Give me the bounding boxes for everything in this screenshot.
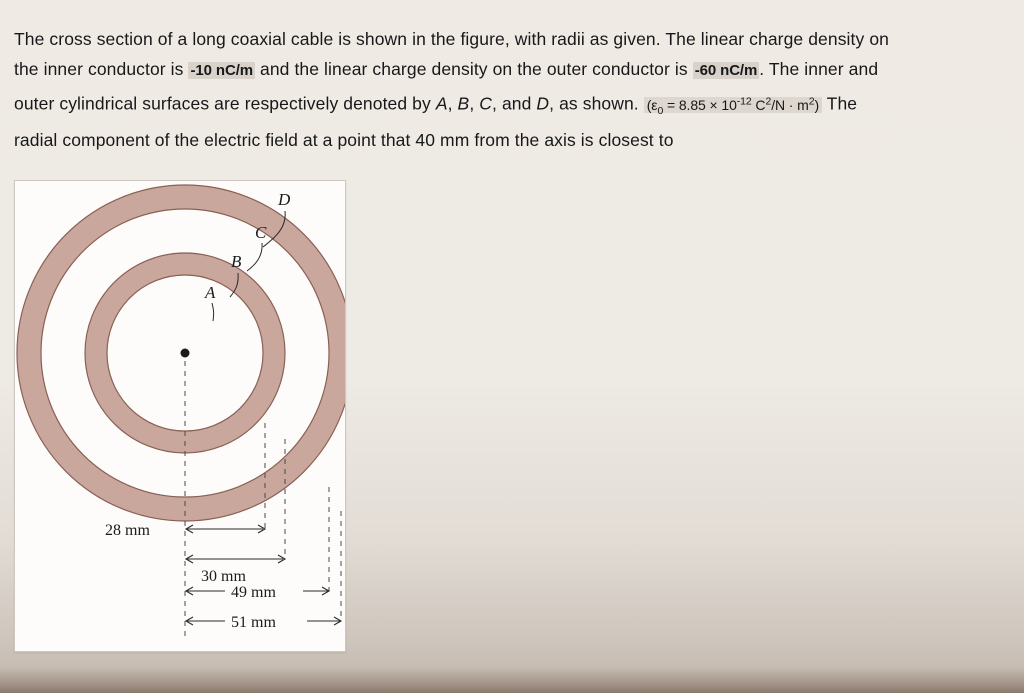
problem-statement: [14, 24, 1010, 155]
eps-unit-2: /N · m: [771, 96, 809, 113]
surface-label-b-inline: B: [457, 93, 470, 114]
problem-line-2-text-c: . The inner and: [759, 59, 879, 79]
dimension-label-49mm: 49 mm: [231, 584, 276, 601]
sep-3: , and: [492, 93, 537, 114]
problem-line-3-text-b: , as shown.: [549, 93, 644, 114]
problem-line-4: [14, 125, 1010, 155]
axis-center-dot: [181, 349, 190, 358]
coaxial-cable-cross-section-figure: [14, 180, 346, 652]
permittivity-constant: [644, 95, 822, 117]
surface-label-a-inline: A: [435, 93, 448, 114]
problem-line-2-text-a: the inner conductor is: [14, 59, 189, 79]
surface-label-a: A: [205, 283, 216, 302]
problem-line-4-text: radial component of the electric field at a point that 40 mm from the axis is closest to: [14, 130, 674, 151]
eps-unit-1: C: [751, 96, 766, 113]
surface-label-d: D: [278, 190, 291, 209]
problem-line-3: [14, 86, 1010, 125]
dimension-49mm: [186, 584, 329, 601]
eps-subscript: 0: [657, 104, 664, 117]
problem-line-1-text: The cross section of a long coaxial cable is shown in the figure, with radii as given. The linear charge density on: [14, 29, 889, 49]
eps-unit-exp-2: 2: [808, 95, 815, 107]
outer-charge-density-value: -60 nC/m: [694, 62, 758, 79]
dimension-51mm: [186, 614, 341, 631]
problem-line-2: [14, 54, 1010, 86]
eps-close: ): [814, 96, 820, 113]
dimension-label-28mm: 28 mm: [105, 522, 150, 539]
eps-open: (ε: [646, 96, 658, 113]
surface-label-b: B: [231, 252, 242, 271]
problem-line-1: [14, 24, 1010, 54]
dimension-label-51mm: 51 mm: [231, 614, 276, 631]
surface-label-d-inline: D: [536, 93, 550, 114]
sep-2: ,: [469, 93, 480, 114]
sep-1: ,: [447, 93, 458, 114]
problem-line-2-text-b: and the linear charge density on the outer conductor is: [255, 59, 693, 79]
eps-exponent: -12: [736, 95, 752, 107]
problem-line-3-text-c: The: [822, 93, 858, 114]
eps-unit-exp-1: 2: [765, 95, 772, 107]
eps-value: = 8.85 × 10: [663, 96, 737, 113]
dimension-label-30mm: 30 mm: [201, 568, 246, 585]
surface-label-c: C: [255, 223, 267, 242]
surface-label-c-inline: C: [479, 93, 493, 114]
inner-charge-density-value: -10 nC/m: [190, 62, 254, 79]
dimension-30mm: [186, 555, 285, 585]
problem-line-3-text-a: outer cylindrical surfaces are respectively denoted by: [14, 93, 436, 114]
